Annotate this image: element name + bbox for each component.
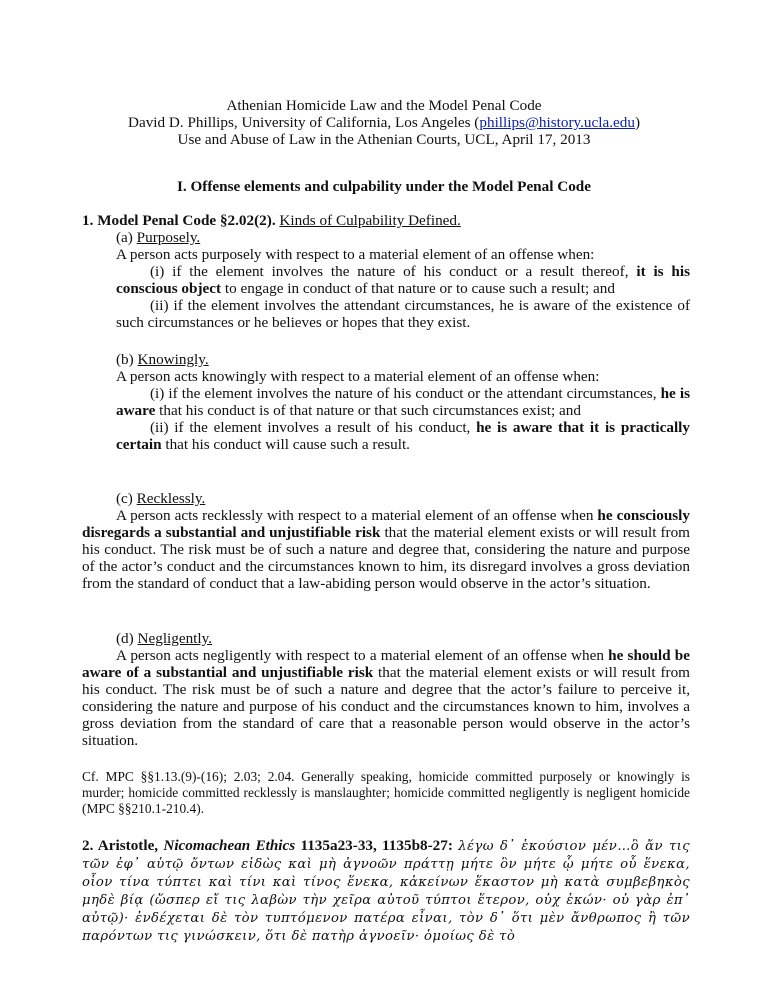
purposely-clause-ii [82, 297, 690, 331]
knowingly-i-text: (i) if the element involves the nature of his conduct or the attendant circumstances, [150, 385, 661, 402]
item2-aristotle [82, 837, 690, 945]
item2-refs: 1135a23-33, 1135b8-27: [295, 837, 459, 854]
item2-work-title: Nicomachean Ethics [163, 837, 296, 854]
purposely-heading [82, 229, 690, 246]
recklessly-text: A person acts recklessly with respect to a material element of an offense when [116, 507, 598, 524]
knowingly-ii-bold: he is aware that it is practically certain [116, 419, 690, 453]
section-heading: I. Offense elements and culpability under the Model Penal Code [176, 178, 591, 195]
author-suffix: ) [634, 114, 641, 131]
negligently-marker: (d) [116, 630, 138, 647]
item2-label: 2. Aristotle, [82, 837, 164, 854]
document-header [0, 97, 768, 148]
knowingly-heading [82, 351, 690, 368]
purposely-i-bold: it is his conscious object [116, 263, 691, 297]
item2-greek-text: λέγω δ᾽ ἑκούσιον μέν…ὃ ἄν τις τῶν ἐφ᾽ αὑτῷ ὄντων εἰδὼς καὶ μὴ ἀγνοῶν πράττῃ μήτε ὃν μήτε ᾧ μήτε οὗ ἕνεκα, οἷον τίνα τύπτει καὶ τίνι καὶ τίνος ἕνεκα, κἀκείνων ἕκαστον μὴ κατὰ συμβεβηκὸς μηδὲ βίᾳ (ὥσπερ εἴ τις λαβὼν τὴν χεῖρα αὐτοῦ τύπτοι ἕτερον, οὐχ ἑκών· οὐ γὰρ ἐπ᾽ αὐτῷ)· ἐνδέχεται δὲ τὸν τυπτόμενον πατέρα εἶναι, τὸν δ᾽ ὅτι μὲν ἄνθρωπος ἢ τῶν παρόντων τις γινώσκειν, ὅτι δὲ πατὴρ ἀγνοεῖν· ὁμοίως δὲ τὸ [82, 839, 690, 944]
knowingly-intro: A person acts knowingly with respect to a material element of an offense when: [116, 368, 600, 385]
purposely-intro: A person acts purposely with respect to a material element of an offense when: [116, 246, 595, 263]
negligently-bold: he should be aware of a substantial and unjustifiable risk [82, 647, 690, 681]
negligently-text: A person acts negligently with respect to a material element of an offense when [116, 647, 609, 664]
recklessly-body [82, 507, 690, 592]
purposely-ii-text: (ii) if the element involves the attendant circumstances, he is aware of the existence of such circumstances or he believes or hopes that they exist. [116, 297, 690, 331]
recklessly-tail: that the material element exists or will result from his conduct. The risk must be of such a nature and degree that, considering the nature and purpose of the actor’s conduct and the circumstances known to him, its disregard involves a gross deviation from the standard of conduct that a law-abiding person would observe in the actor’s situation. [82, 524, 690, 592]
recklessly-bold: he consciously disregards a substantial and unjustifiable risk [82, 507, 690, 541]
email-link[interactable]: phillips@history.ucla.edu [479, 114, 635, 131]
purposely-clause-i [82, 263, 690, 297]
subsection-knowingly [82, 351, 690, 453]
recklessly-title: Recklessly. [136, 490, 206, 507]
author-line [0, 114, 768, 131]
purposely-i-tail: to engage in conduct of that nature or to cause such a result; and [221, 280, 615, 297]
document-title: Athenian Homicide Law and the Model Penal Code [226, 97, 542, 114]
recklessly-heading [82, 490, 690, 507]
knowingly-i-tail: that his conduct is of that nature or that such circumstances exist; and [155, 402, 581, 419]
event-line: Use and Abuse of Law in the Athenian Courts, UCL, April 17, 2013 [177, 131, 591, 148]
knowingly-clause-ii [82, 419, 690, 453]
subsection-negligently [82, 630, 690, 749]
knowingly-ii-text: (ii) if the element involves a result of his conduct, [150, 419, 477, 436]
knowingly-title: Knowingly. [137, 351, 209, 368]
knowingly-ii-tail: that his conduct will cause such a result. [161, 436, 410, 453]
negligently-tail: that the material element exists or will result from his conduct. The risk must be of such a nature and degree that the actor’s failure to perceive it, considering the nature and purpose of his conduct and the circumstances known to him, involves a gross deviation from the standard of care that a reasonable person would observe in the actor’s situation. [82, 664, 690, 749]
subsection-purposely [82, 229, 690, 331]
author-name: David D. Phillips, University of California, Los Angeles ( [127, 114, 480, 131]
recklessly-marker: (c) [116, 490, 137, 507]
knowingly-clause-i [82, 385, 690, 419]
knowingly-marker: (b) [116, 351, 138, 368]
subsection-recklessly [82, 490, 690, 592]
mpc-note: Cf. MPC §§1.13.(9)-(16); 2.03; 2.04. Generally speaking, homicide committed purposely or knowingly is murder; homicide committed recklessly is manslaughter; homicide committed negligently is negligent homicide (MPC §§210.1-210.4). [82, 769, 690, 816]
negligently-body [82, 647, 690, 749]
purposely-title: Purposely. [136, 229, 201, 246]
purposely-marker: (a) [116, 229, 137, 246]
item1-heading [82, 212, 690, 229]
item1-label: 1. Model Penal Code §2.02(2). [82, 212, 276, 229]
knowingly-i-bold: he is aware [116, 385, 690, 419]
purposely-i-text: (i) if the element involves the nature of his conduct or a result thereof, [150, 263, 637, 280]
negligently-heading [82, 630, 690, 647]
item1-title: Kinds of Culpability Defined. [279, 212, 461, 229]
negligently-title: Negligently. [137, 630, 213, 647]
